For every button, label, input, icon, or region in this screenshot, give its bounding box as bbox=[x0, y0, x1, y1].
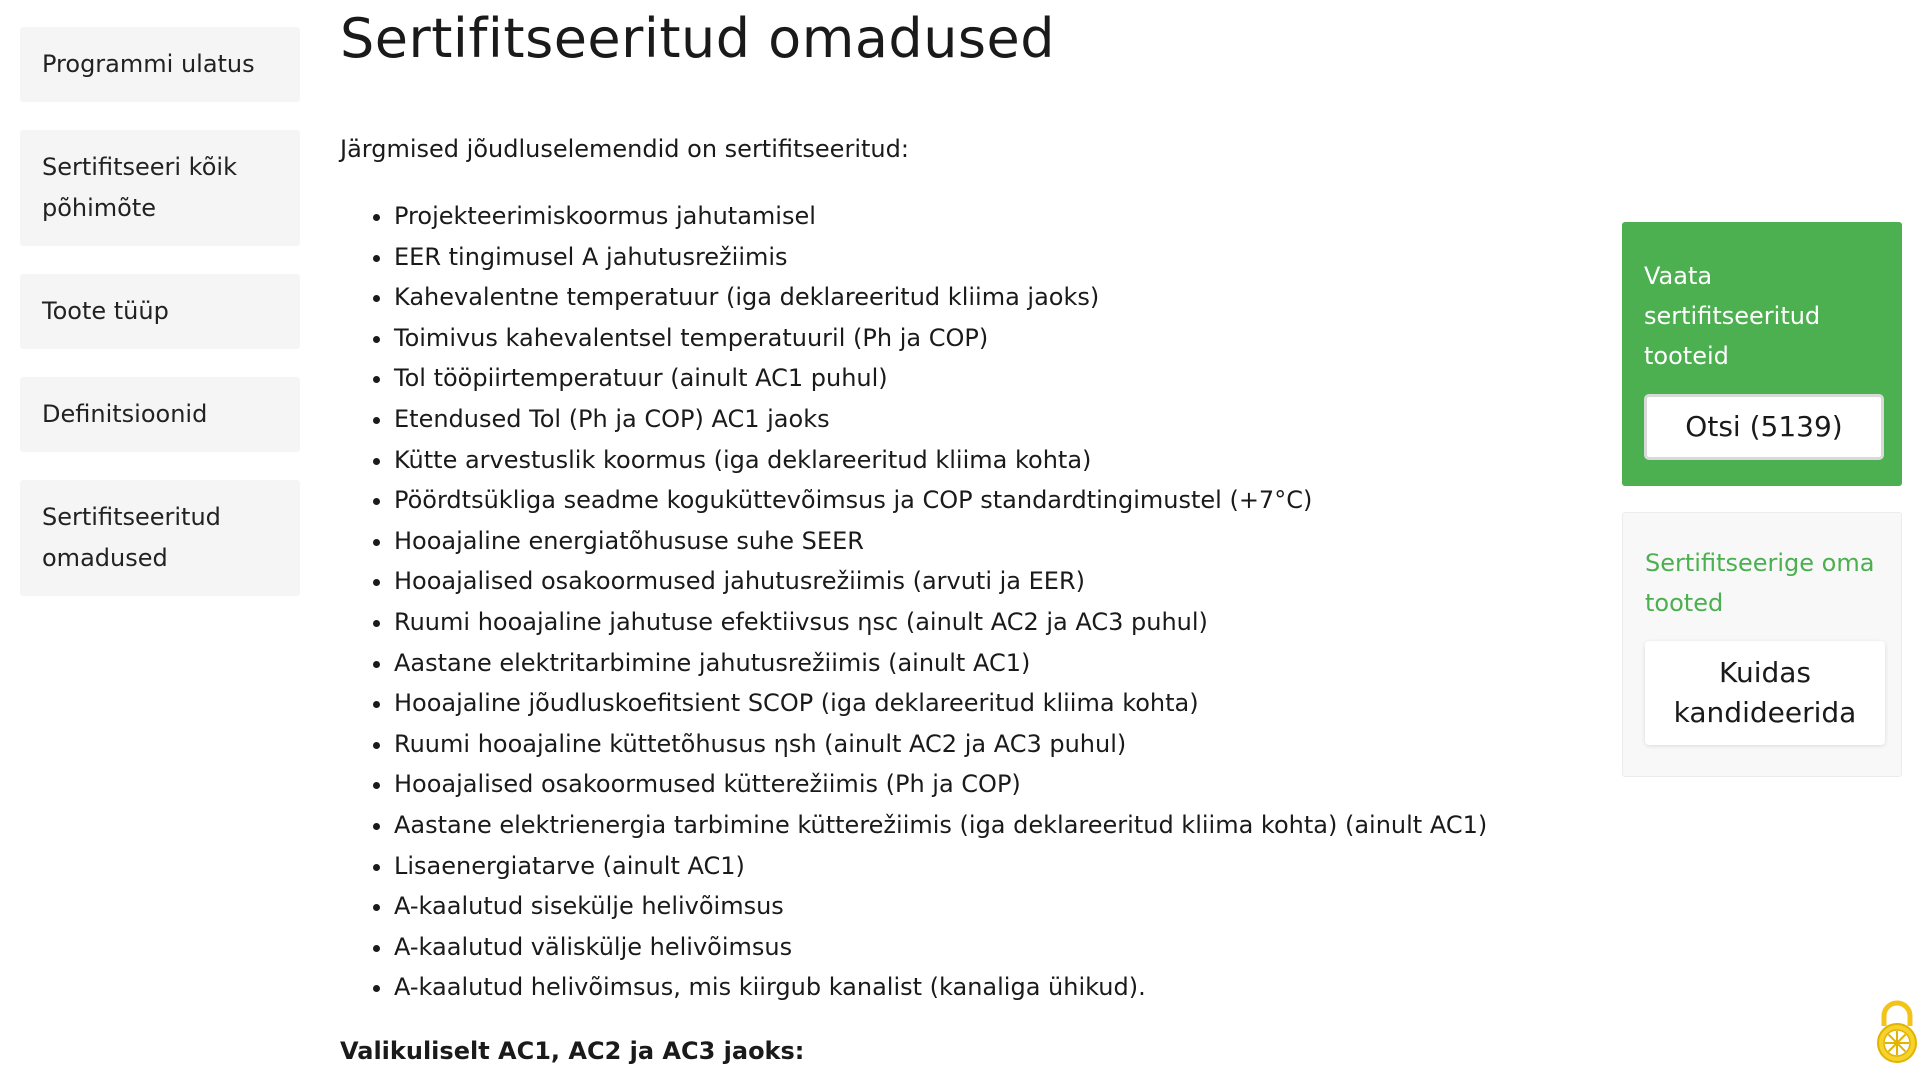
certify-products-link[interactable]: Sertifitseerige oma tooted bbox=[1645, 549, 1875, 617]
list-item: • Etendused Tol (Ph ja COP) AC1 jaoks bbox=[394, 399, 1560, 440]
sidebar-item-certified-properties[interactable]: Sertifitseeritud omadused bbox=[20, 480, 300, 596]
list-item: • A-kaalutud sisekülje helivõimsus bbox=[394, 886, 1560, 927]
search-products-button[interactable]: Otsi (5139) bbox=[1644, 394, 1884, 460]
sidebar-item-definitions[interactable]: Definitsioonid bbox=[20, 377, 300, 452]
list-item: • Lisaenergiatarve (ainult AC1) bbox=[394, 846, 1560, 887]
certified-features-list bbox=[340, 196, 1560, 1008]
lock-icon[interactable] bbox=[1874, 1000, 1920, 1066]
main-content bbox=[340, 0, 1560, 1066]
list-item: • Toimivus kahevalentsel temperatuuril (Ph ja COP) bbox=[394, 318, 1560, 359]
sidebar-item-program-scope[interactable]: Programmi ulatus bbox=[20, 27, 300, 102]
list-item: • Ruumi hooajaline küttetõhusus ηsh (ainult AC2 ja AC3 puhul) bbox=[394, 724, 1560, 765]
intro-text: Järgmised jõudluselemendid on sertifitseeritud: bbox=[340, 135, 909, 163]
view-certified-products-text: Vaata sertifitseeritud tooteid bbox=[1644, 262, 1821, 370]
how-to-apply-button[interactable]: Kuidas kandideerida bbox=[1645, 641, 1885, 745]
list-item: • Kahevalentne temperatuur (iga deklareeritud kliima jaoks) bbox=[394, 277, 1560, 318]
view-certified-products-card bbox=[1622, 222, 1902, 486]
page-title: Sertifitseeritud omadused bbox=[340, 7, 1056, 70]
list-item: • Kütte arvestuslik koormus (iga deklareeritud kliima kohta) bbox=[394, 440, 1560, 481]
list-item: • Aastane elektritarbimine jahutusrežiimis (ainult AC1) bbox=[394, 643, 1560, 684]
list-item: • Aastane elektrienergia tarbimine kütterežiimis (iga deklareeritud kliima kohta) (ainult AC1) bbox=[394, 805, 1560, 846]
list-item: • Ruumi hooajaline jahutuse efektiivsus ηsc (ainult AC2 ja AC3 puhul) bbox=[394, 602, 1560, 643]
list-item: • Hooajaline jõudluskoefitsient SCOP (iga deklareeritud kliima kohta) bbox=[394, 683, 1560, 724]
certify-products-card bbox=[1622, 512, 1902, 777]
list-item: • Projekteerimiskoormus jahutamisel bbox=[394, 196, 1560, 237]
list-item: • Hooajalised osakoormused kütterežiimis (Ph ja COP) bbox=[394, 764, 1560, 805]
list-item: • Tol tööpiirtemperatuur (ainult AC1 puhul) bbox=[394, 358, 1560, 399]
list-item: • A-kaalutud väliskülje helivõimsus bbox=[394, 927, 1560, 968]
sidebar-item-certify-all-principle[interactable]: Sertifitseeri kõik põhimõte bbox=[20, 130, 300, 246]
list-item: • A-kaalutud helivõimsus, mis kiirgub kanalist (kanaliga ühikud). bbox=[394, 967, 1560, 1008]
list-item: • EER tingimusel A jahutusrežiimis bbox=[394, 237, 1560, 278]
list-item: • Hooajalised osakoormused jahutusrežiimis (arvuti ja EER) bbox=[394, 561, 1560, 602]
sidebar-nav bbox=[20, 27, 300, 624]
sidebar-item-product-type[interactable]: Toote tüüp bbox=[20, 274, 300, 349]
list-item: • Hooajaline energiatõhususe suhe SEER bbox=[394, 521, 1560, 562]
optional-section-heading: Valikuliselt AC1, AC2 ja AC3 jaoks: bbox=[340, 1036, 805, 1065]
list-item: • Pöördtsükliga seadme koguküttevõimsus ja COP standardtingimustel (+7°C) bbox=[394, 480, 1560, 521]
